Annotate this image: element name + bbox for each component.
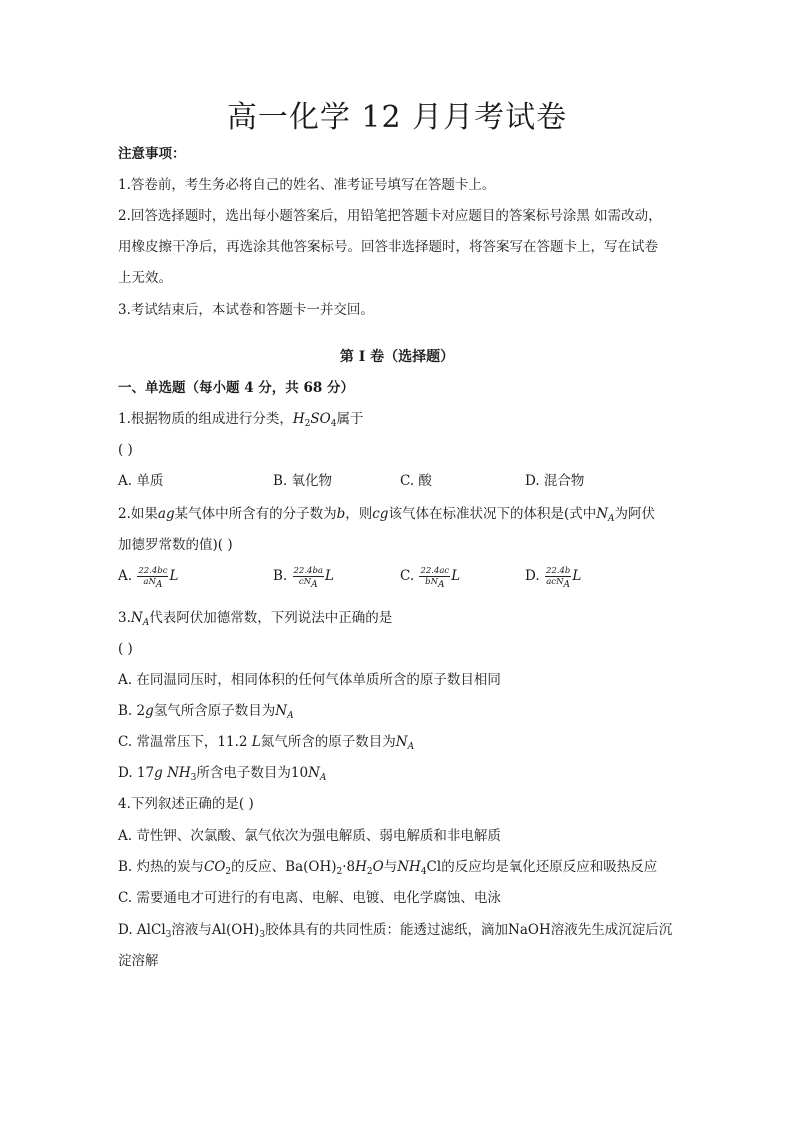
q3-option-c [118, 732, 414, 752]
denominator [424, 577, 445, 590]
fraction [137, 566, 168, 590]
q2-text: 某气体中所含有的分子数为 [174, 506, 337, 522]
q3-option-d [118, 763, 326, 783]
unit: L [169, 568, 179, 584]
q2-option-c [400, 566, 461, 590]
note-item: 3.考试结束后，本试卷和答题卡一并交回。 [118, 302, 374, 318]
formula: SO [310, 411, 331, 427]
q2-option-a [118, 566, 179, 590]
subscript: A [287, 711, 294, 721]
q2-text: 2.如果 [118, 506, 158, 522]
variable: N [308, 765, 320, 781]
variable: N [130, 610, 143, 626]
note-item: 2.回答选择题时，选出每小题答案后，用铅笔把答题卡对应题目的答案标号涂黑 如需改动， [118, 208, 662, 224]
unit: L [251, 734, 261, 750]
den-text: bN [425, 577, 439, 587]
subscript: A [155, 580, 163, 590]
numerator: 22.4bc [138, 566, 168, 576]
q3-text: 3. [118, 610, 131, 626]
subscript: 3 [165, 930, 172, 940]
q1-option-a: A. 单质 [118, 473, 164, 489]
subscript: 3 [190, 773, 197, 783]
subscript: 2 [336, 867, 343, 877]
option-text: B. 2 [118, 703, 146, 719]
subscript: 2 [304, 419, 311, 429]
q1-option-b: B. 氧化物 [273, 473, 333, 489]
subscript: A [608, 514, 615, 524]
subscript: A [319, 773, 327, 783]
note-item: 用橡皮擦干净后，再选涂其他答案标号。回答非选择题时，将答案写在答题卡上，写在试卷 [118, 239, 658, 255]
subscript: A [563, 580, 570, 590]
q3-option-a: A. 在同温同压时，相同体积的任何气体单质所含的原子数目相同 [118, 672, 501, 688]
denominator [298, 577, 319, 590]
unit: L [572, 568, 582, 584]
option-text: B. 灼热的炭与 [118, 859, 205, 875]
option-label: C. [400, 568, 415, 584]
option-text: D. 17 [118, 765, 155, 781]
numerator: 22.4ba [293, 566, 323, 576]
section-title: 第 I 卷（选择题） [339, 349, 455, 365]
q3-option-b [118, 701, 294, 721]
fraction [293, 566, 324, 590]
denominator [142, 577, 163, 590]
variable: N [395, 734, 408, 750]
option-text: 所含电子数目为10 [196, 765, 309, 781]
note-item: 1.答卷前，考生务必将自己的姓名、准考证号填写在答题卡上。 [118, 177, 496, 193]
den-text: aN [143, 577, 156, 587]
variable: ag [157, 506, 175, 522]
unit: L [324, 568, 334, 584]
formula: H [355, 859, 367, 875]
numerator: 22.4b [545, 566, 571, 576]
den-text: cN [298, 577, 312, 587]
option-text: D. AlCl [118, 922, 166, 938]
formula: NH [397, 859, 421, 875]
q1-text: 1.根据物质的组成进行分类， [118, 411, 293, 427]
q2-text: 该气体在标准状况下的体积是(式中 [388, 506, 597, 522]
unit: L [451, 568, 461, 584]
option-text: 氢气所含原子数目为 [153, 703, 276, 719]
page-title: 高一化学 12 月月考试卷 [226, 100, 568, 135]
q2-text: 为阿伏 [614, 506, 656, 522]
part-heading: 一、单选题（每小题 4 分，共 68 分） [118, 380, 354, 396]
formula: H [292, 411, 305, 427]
formula: CO [204, 859, 226, 875]
q2-option-b [273, 566, 334, 590]
q4-option-a: A. 苛性钾、次氯酸、氯气依次为强电解质、弱电解质和非电解质 [118, 828, 501, 844]
unit: g [154, 765, 163, 781]
subscript: 3 [259, 930, 266, 940]
formula: O [372, 859, 384, 875]
notes-heading: 注意事项： [118, 146, 186, 162]
q4-option-c: C. 需要通电才可进行的有电离、电解、电镀、电化学腐蚀、电泳 [118, 890, 501, 906]
option-label: D. [525, 568, 540, 584]
option-text: 与 [383, 859, 398, 875]
q4-option-d [118, 920, 672, 940]
q1-text: 属于 [336, 411, 364, 427]
formula: NH [167, 765, 191, 781]
subscript: A [438, 580, 445, 590]
q2-option-d [525, 566, 582, 590]
option-label: B. [273, 568, 288, 584]
note-item: 上无效。 [118, 270, 172, 286]
option-text: ·8 [342, 859, 356, 875]
option-text: Cl的反应均是氧化还原反应和吸热反应 [426, 859, 658, 875]
subscript: 4 [330, 419, 337, 429]
answer-paren: ( ) [118, 442, 133, 458]
q1-option-c: C. 酸 [400, 473, 432, 489]
subscript: 2 [366, 867, 373, 877]
option-text: C. 常温常压下，11.2 [118, 734, 252, 750]
variable: N [275, 703, 288, 719]
unit: g [145, 703, 154, 719]
numerator: 22.4ac [420, 566, 450, 576]
subscript: 2 [225, 867, 232, 877]
question-3-stem [118, 608, 392, 628]
q4-option-d-cont: 淀溶解 [118, 953, 159, 969]
q3-text: 代表阿伏加德常数，下列说法中正确的是 [149, 610, 393, 626]
option-text: 溶液与Al(OH) [171, 922, 260, 938]
question-4-stem: 4.下列叙述正确的是( ) [118, 796, 254, 812]
variable: cg [372, 506, 389, 522]
variable: b [336, 506, 346, 522]
subscript: A [407, 742, 415, 752]
q2-text: ，则 [345, 506, 373, 522]
fraction [545, 566, 571, 590]
q4-option-b [118, 857, 657, 877]
option-label: A. [118, 568, 133, 584]
question-2-stem [118, 504, 655, 524]
den-text: acN [546, 577, 564, 587]
subscript: A [142, 618, 150, 628]
question-2-stem-cont: 加德罗常数的值)( ) [118, 537, 233, 553]
option-text: 的反应、Ba(OH) [231, 859, 337, 875]
option-text: 氮气所含的原子数目为 [260, 734, 396, 750]
denominator [545, 577, 571, 590]
question-1-stem [118, 409, 363, 429]
fraction [419, 566, 450, 590]
subscript: A [311, 580, 318, 590]
answer-paren: ( ) [118, 641, 133, 657]
subscript: 4 [420, 867, 427, 877]
variable: N [596, 506, 609, 522]
option-text: 胶体具有的共同性质：能透过滤纸，滴加NaOH溶液先生成沉淀后沉 [265, 922, 673, 938]
q1-option-d: D. 混合物 [525, 473, 585, 489]
